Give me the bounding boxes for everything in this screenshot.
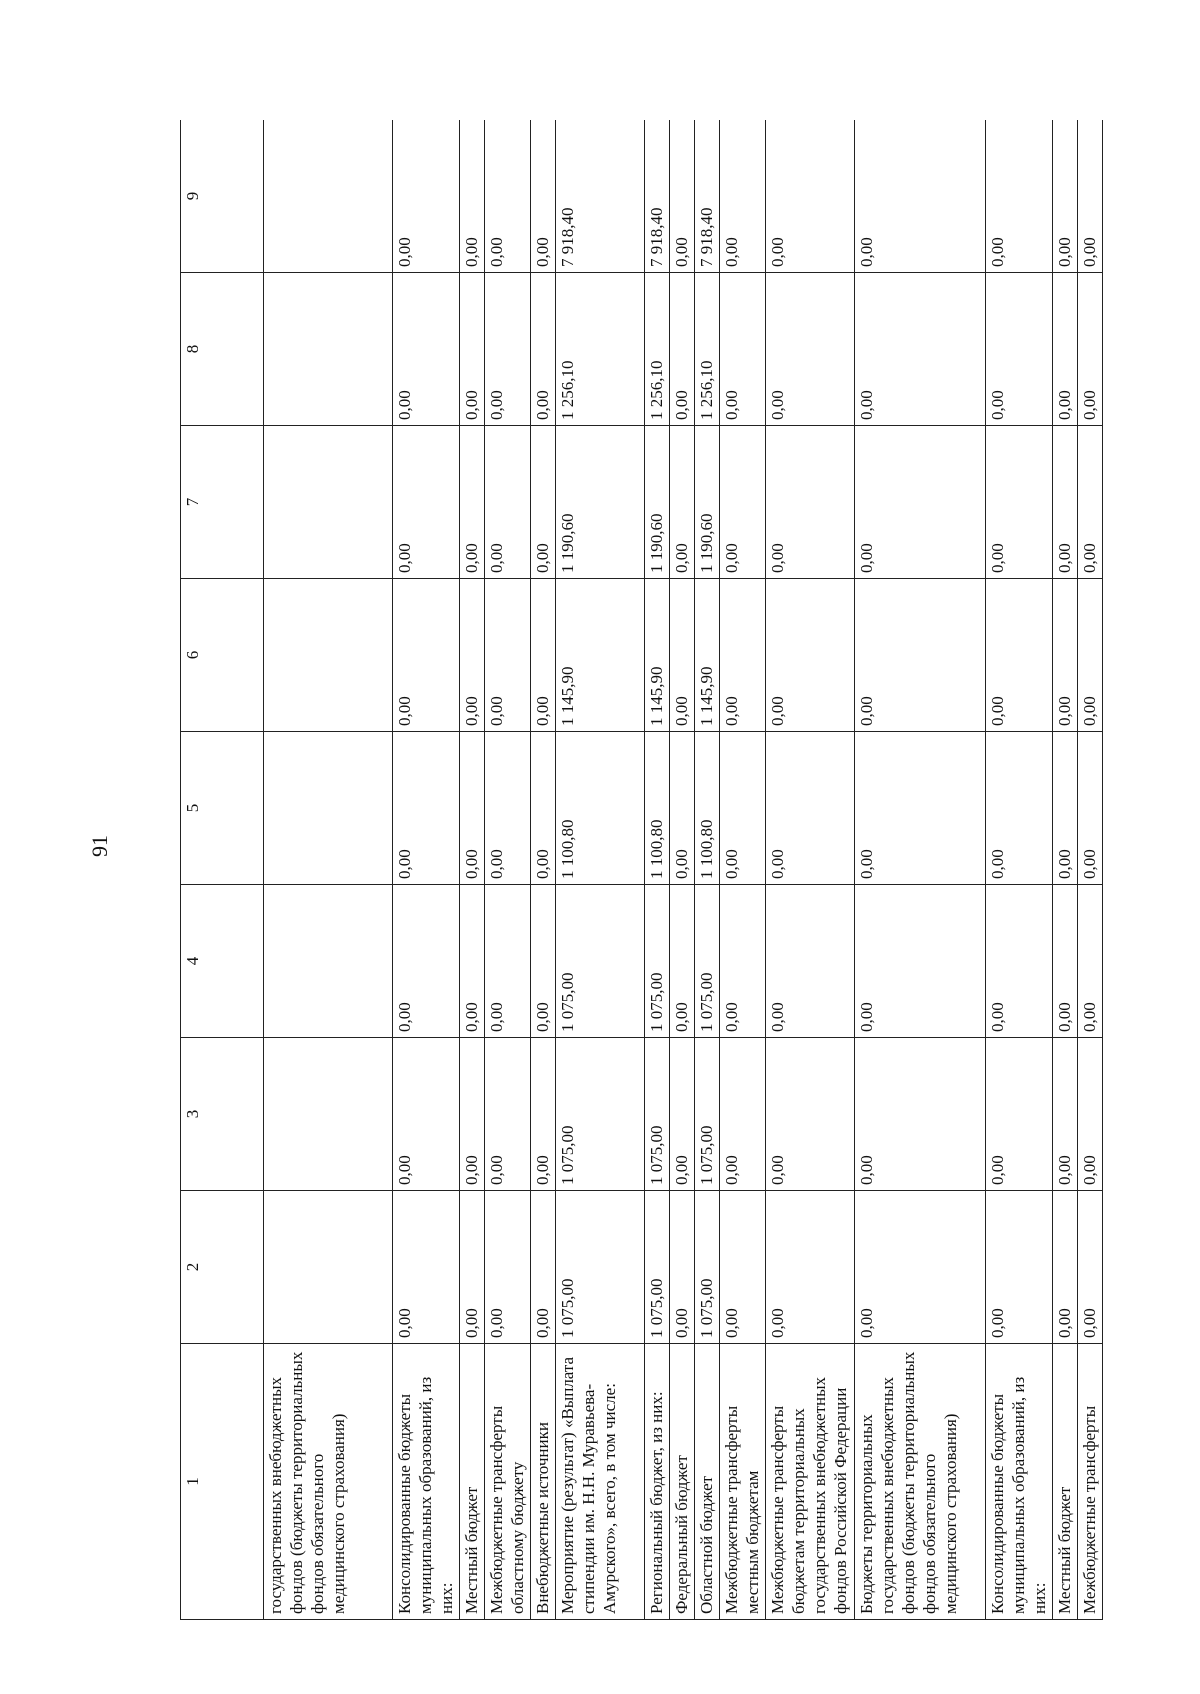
budget-table (180, 120, 1103, 1620)
table-row (1078, 120, 1103, 1620)
column-number: 3 (181, 1038, 264, 1191)
cell-value: 1 075,00 (645, 1038, 670, 1191)
cell-value: 0,00 (855, 1038, 986, 1191)
cell-value: 0,00 (485, 1191, 531, 1344)
cell-value: 0,00 (1053, 1191, 1078, 1344)
column-number: 5 (181, 732, 264, 885)
cell-value: 0,00 (460, 120, 485, 273)
cell-value: 0,00 (766, 426, 855, 579)
column-number: 2 (181, 1191, 264, 1344)
cell-value: 0,00 (460, 579, 485, 732)
cell-value: 0,00 (1078, 732, 1103, 885)
cell-value (264, 732, 393, 885)
cell-value: 0,00 (485, 732, 531, 885)
cell-value: 0,00 (720, 426, 766, 579)
cell-value: 1 075,00 (556, 885, 645, 1038)
row-label: Областной бюджет (695, 1344, 720, 1620)
column-number: 1 (181, 1344, 264, 1620)
row-label: Федеральный бюджет (670, 1344, 695, 1620)
cell-value: 0,00 (460, 273, 485, 426)
cell-value: 0,00 (1053, 732, 1078, 885)
row-label: Мероприятие (результат) «Выплата стипендии им. Н.Н. Муравьева-Амурского», всего, в том числе: (556, 1344, 645, 1620)
cell-value: 0,00 (855, 732, 986, 885)
table-row (556, 120, 645, 1620)
cell-value: 0,00 (460, 732, 485, 885)
cell-value: 0,00 (720, 1191, 766, 1344)
cell-value: 0,00 (986, 120, 1053, 273)
cell-value: 0,00 (720, 579, 766, 732)
row-label: Межбюджетные трансферты местным бюджетам (720, 1344, 766, 1620)
table-row (670, 120, 695, 1620)
cell-value: 0,00 (460, 1191, 485, 1344)
cell-value: 0,00 (670, 426, 695, 579)
cell-value (264, 120, 393, 273)
cell-value: 0,00 (485, 426, 531, 579)
cell-value: 0,00 (1053, 120, 1078, 273)
table-row (393, 120, 460, 1620)
cell-value: 1 100,80 (556, 732, 645, 885)
cell-value: 1 075,00 (695, 1038, 720, 1191)
cell-value: 0,00 (986, 732, 1053, 885)
cell-value (264, 1038, 393, 1191)
row-label: Внебюджетные источники (531, 1344, 556, 1620)
row-label: Межбюджетные трансферты (1078, 1344, 1103, 1620)
cell-value: 0,00 (766, 579, 855, 732)
cell-value: 1 256,10 (645, 273, 670, 426)
cell-value: 0,00 (720, 1038, 766, 1191)
cell-value: 0,00 (393, 1038, 460, 1191)
cell-value: 0,00 (766, 885, 855, 1038)
cell-value: 0,00 (766, 1191, 855, 1344)
cell-value: 0,00 (460, 1038, 485, 1191)
table-row (1053, 120, 1078, 1620)
cell-value: 0,00 (531, 1038, 556, 1191)
cell-value: 0,00 (720, 885, 766, 1038)
cell-value (264, 273, 393, 426)
cell-value: 0,00 (1053, 273, 1078, 426)
column-number: 6 (181, 579, 264, 732)
cell-value: 7 918,40 (645, 120, 670, 273)
cell-value: 0,00 (1078, 273, 1103, 426)
cell-value: 0,00 (670, 1191, 695, 1344)
cell-value: 0,00 (720, 732, 766, 885)
cell-value: 0,00 (720, 120, 766, 273)
cell-value: 0,00 (393, 732, 460, 885)
cell-value: 1 075,00 (645, 1191, 670, 1344)
cell-value: 0,00 (460, 885, 485, 1038)
cell-value: 0,00 (1078, 120, 1103, 273)
cell-value: 1 145,90 (645, 579, 670, 732)
cell-value: 0,00 (670, 1038, 695, 1191)
cell-value: 0,00 (766, 273, 855, 426)
cell-value: 0,00 (766, 1038, 855, 1191)
cell-value: 0,00 (1078, 1191, 1103, 1344)
cell-value: 0,00 (1078, 1038, 1103, 1191)
cell-value: 0,00 (855, 1191, 986, 1344)
cell-value: 0,00 (986, 1038, 1053, 1191)
cell-value: 0,00 (855, 885, 986, 1038)
column-number: 9 (181, 120, 264, 273)
cell-value: 0,00 (460, 426, 485, 579)
cell-value: 0,00 (855, 426, 986, 579)
cell-value: 0,00 (531, 1191, 556, 1344)
cell-value: 1 075,00 (645, 885, 670, 1038)
cell-value: 1 075,00 (556, 1191, 645, 1344)
cell-value: 0,00 (393, 885, 460, 1038)
table-row (720, 120, 766, 1620)
cell-value: 0,00 (986, 426, 1053, 579)
cell-value: 0,00 (670, 885, 695, 1038)
cell-value: 0,00 (1078, 579, 1103, 732)
cell-value: 0,00 (531, 120, 556, 273)
row-label: Региональный бюджет, из них: (645, 1344, 670, 1620)
cell-value: 1 256,10 (695, 273, 720, 426)
cell-value: 1 100,80 (695, 732, 720, 885)
cell-value (264, 579, 393, 732)
cell-value: 0,00 (485, 885, 531, 1038)
cell-value: 0,00 (485, 579, 531, 732)
table-header-row (181, 120, 264, 1620)
cell-value: 7 918,40 (556, 120, 645, 273)
cell-value: 1 190,60 (645, 426, 670, 579)
cell-value: 0,00 (393, 426, 460, 579)
cell-value: 1 100,80 (645, 732, 670, 885)
cell-value: 1 256,10 (556, 273, 645, 426)
cell-value: 0,00 (531, 885, 556, 1038)
row-label: Местный бюджет (460, 1344, 485, 1620)
cell-value: 0,00 (720, 273, 766, 426)
cell-value: 0,00 (670, 120, 695, 273)
cell-value (264, 885, 393, 1038)
row-label: Местный бюджет (1053, 1344, 1078, 1620)
cell-value: 0,00 (531, 579, 556, 732)
cell-value: 0,00 (1053, 885, 1078, 1038)
cell-value: 0,00 (485, 120, 531, 273)
cell-value: 0,00 (1078, 426, 1103, 579)
cell-value: 1 190,60 (556, 426, 645, 579)
cell-value: 0,00 (670, 273, 695, 426)
table-row (695, 120, 720, 1620)
cell-value (264, 426, 393, 579)
cell-value: 7 918,40 (695, 120, 720, 273)
budget-table-rotor (180, 120, 1106, 1620)
cell-value: 0,00 (531, 426, 556, 579)
row-label: государственных внебюджетных фондов (бюджеты территориальных фондов обязательного медицинского страхования) (264, 1344, 393, 1620)
cell-value: 0,00 (393, 579, 460, 732)
cell-value: 0,00 (393, 1191, 460, 1344)
cell-value: 0,00 (855, 579, 986, 732)
table-row (986, 120, 1053, 1620)
cell-value: 0,00 (766, 732, 855, 885)
cell-value: 0,00 (1053, 579, 1078, 732)
cell-value: 0,00 (485, 273, 531, 426)
cell-value: 0,00 (393, 120, 460, 273)
column-number: 8 (181, 273, 264, 426)
cell-value: 0,00 (670, 579, 695, 732)
row-label: Консолидированные бюджеты муниципальных образований, из них: (986, 1344, 1053, 1620)
cell-value: 0,00 (986, 579, 1053, 732)
cell-value: 1 075,00 (695, 885, 720, 1038)
budget-table-sheet (180, 120, 1106, 1620)
cell-value: 0,00 (1053, 426, 1078, 579)
cell-value: 1 075,00 (556, 1038, 645, 1191)
row-label: Бюджеты территориальных государственных внебюджетных фондов (бюджеты территориальных фондов обязательного медицинского страхования) (855, 1344, 986, 1620)
row-label: Межбюджетные трансферты областному бюджету (485, 1344, 531, 1620)
cell-value: 0,00 (393, 273, 460, 426)
table-row (645, 120, 670, 1620)
cell-value: 0,00 (670, 732, 695, 885)
table-row (460, 120, 485, 1620)
cell-value: 0,00 (855, 120, 986, 273)
cell-value: 0,00 (485, 1038, 531, 1191)
table-row (264, 120, 393, 1620)
cell-value: 0,00 (1078, 885, 1103, 1038)
cell-value: 0,00 (986, 1191, 1053, 1344)
table-row (485, 120, 531, 1620)
cell-value (264, 1191, 393, 1344)
row-label: Межбюджетные трансферты бюджетам территориальных государственных внебюджетных фондов Российской Федерации (766, 1344, 855, 1620)
table-row (766, 120, 855, 1620)
cell-value: 1 145,90 (695, 579, 720, 732)
cell-value: 0,00 (766, 120, 855, 273)
cell-value: 0,00 (855, 273, 986, 426)
page-number: 91 (87, 835, 112, 857)
cell-value: 0,00 (986, 273, 1053, 426)
cell-value: 1 075,00 (695, 1191, 720, 1344)
cell-value: 1 190,60 (695, 426, 720, 579)
table-row (855, 120, 986, 1620)
column-number: 4 (181, 885, 264, 1038)
cell-value: 0,00 (1053, 1038, 1078, 1191)
cell-value: 0,00 (531, 273, 556, 426)
cell-value: 1 145,90 (556, 579, 645, 732)
row-label: Консолидированные бюджеты муниципальных образований, из них: (393, 1344, 460, 1620)
cell-value: 0,00 (531, 732, 556, 885)
column-number: 7 (181, 426, 264, 579)
cell-value: 0,00 (986, 885, 1053, 1038)
table-row (531, 120, 556, 1620)
